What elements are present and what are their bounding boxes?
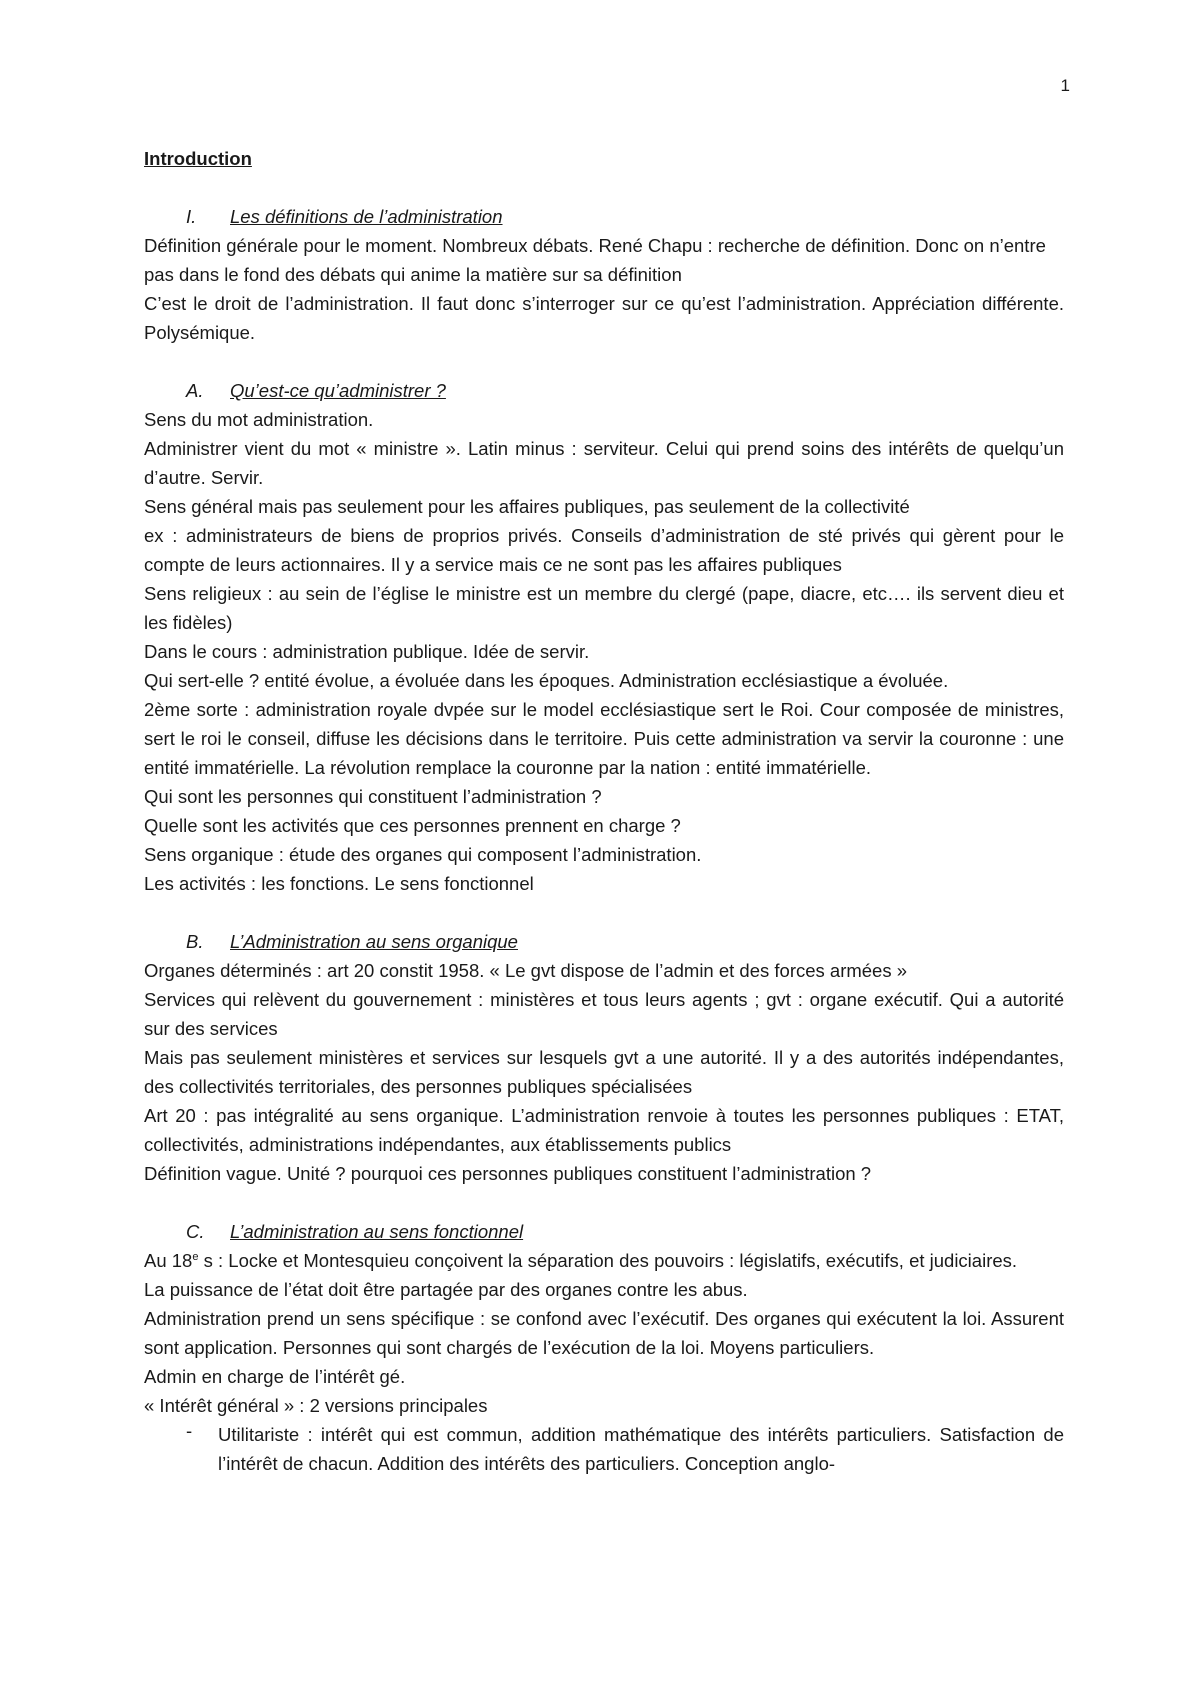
- paragraph: [144, 1246, 1064, 1275]
- paragraph: Admin en charge de l’intérêt gé.: [144, 1366, 406, 1387]
- document-title: Introduction: [144, 148, 252, 169]
- paragraph: ex : administrateurs de biens de proprios privés. Conseils d’administration de sté privés qui gèrent pour le compte de leurs actionnaires. Il y a service mais ce ne sont pas les affaires publiques: [144, 525, 1064, 575]
- section-marker: I.: [186, 206, 197, 227]
- paragraph: Les activités : les fonctions. Le sens fonctionnel: [144, 873, 534, 894]
- section-title: Les définitions de l’administration: [230, 206, 503, 227]
- paragraph: Dans le cours : administration publique. Idée de servir.: [144, 641, 590, 662]
- paragraph: C’est le droit de l’administration. Il faut donc s’interroger sur ce qu’est l’administration. Appréciation différente. Polysémique.: [144, 293, 1064, 343]
- paragraph: La puissance de l’état doit être partagée par des organes contre les abus.: [144, 1279, 748, 1300]
- paragraph-text: Au 18: [144, 1250, 193, 1271]
- section-heading-a: [144, 376, 1064, 405]
- document-body: [144, 144, 1064, 1478]
- paragraph: Organes déterminés : art 20 constit 1958. « Le gvt dispose de l’admin et des forces armées »: [144, 960, 908, 981]
- paragraph: Définition vague. Unité ? pourquoi ces personnes publiques constituent l’administration ?: [144, 1163, 872, 1184]
- bullet-dash: -: [186, 1420, 193, 1441]
- paragraph: Sens organique : étude des organes qui composent l’administration.: [144, 844, 702, 865]
- paragraph: Sens religieux : au sein de l’église le ministre est un membre du clergé (pape, diacre, etc…. ils servent dieu et les fidèles): [144, 583, 1064, 633]
- paragraph: Qui sert-elle ? entité évolue, a évoluée dans les époques. Administration ecclésiastique a évoluée.: [144, 670, 949, 691]
- section-marker: B.: [186, 931, 204, 952]
- paragraph-text: s : Locke et Montesquieu conçoivent la séparation des pouvoirs : législatifs, exécutifs, et judiciaires.: [198, 1250, 1018, 1271]
- page-number: 1: [1060, 76, 1070, 95]
- paragraph: Définition générale pour le moment. Nombreux débats. René Chapu : recherche de définition. Donc on n’entre pas dans le fond des débats qui anime la matière sur sa définition: [144, 235, 1046, 285]
- paragraph: Art 20 : pas intégralité au sens organique. L’administration renvoie à toutes les personnes publiques : ETAT, collectivités, administrations indépendantes, aux établissements publics: [144, 1105, 1064, 1155]
- paragraph: Quelle sont les activités que ces personnes prennent en charge ?: [144, 815, 681, 836]
- paragraph: 2ème sorte : administration royale dvpée sur le model ecclésiastique sert le Roi. Cour composée de ministres, sert le roi le conseil, diffuse les décisions dans le territoire. Puis cette administration va servir la couronne : une entité immatérielle. La révolution remplace la couronne par la nation : entité immatérielle.: [144, 699, 1064, 778]
- bullet-text: Utilitariste : intérêt qui est commun, addition mathématique des intérêts particuliers. Satisfaction de l’intérêt de chacun. Addition des intérêts des particuliers. Conception anglo-: [218, 1424, 1064, 1474]
- section-marker: C.: [186, 1221, 205, 1242]
- section-heading-c: [144, 1217, 1064, 1246]
- paragraph: Administration prend un sens spécifique : se confond avec l’exécutif. Des organes qui exécutent la loi. Assurent sont application. Personnes qui sont chargés de l’exécution de la loi. Moyens particuliers.: [144, 1308, 1064, 1358]
- paragraph: Services qui relèvent du gouvernement : ministères et tous leurs agents ; gvt : organe exécutif. Qui a autorité sur des services: [144, 989, 1064, 1039]
- paragraph: Qui sont les personnes qui constituent l’administration ?: [144, 786, 602, 807]
- section-title: Qu’est-ce qu’administrer ?: [230, 380, 446, 401]
- paragraph: Administrer vient du mot « ministre ». Latin minus : serviteur. Celui qui prend soins des intérêts de quelqu’un d’autre. Servir.: [144, 438, 1064, 488]
- paragraph: « Intérêt général » : 2 versions principales: [144, 1395, 488, 1416]
- section-heading-1: [144, 202, 1064, 231]
- section-title: L’Administration au sens organique: [230, 931, 518, 952]
- paragraph: Mais pas seulement ministères et services sur lesquels gvt a une autorité. Il y a des autorités indépendantes, des collectivités territoriales, des personnes publiques spécialisées: [144, 1047, 1064, 1097]
- superscript: e: [192, 1250, 199, 1263]
- paragraph: Sens du mot administration.: [144, 409, 374, 430]
- section-marker: A.: [186, 380, 204, 401]
- paragraph: Sens général mais pas seulement pour les affaires publiques, pas seulement de la collectivité: [144, 496, 910, 517]
- list-item: [144, 1420, 1064, 1478]
- section-heading-b: [144, 927, 1064, 956]
- section-title: L’administration au sens fonctionnel: [230, 1221, 524, 1242]
